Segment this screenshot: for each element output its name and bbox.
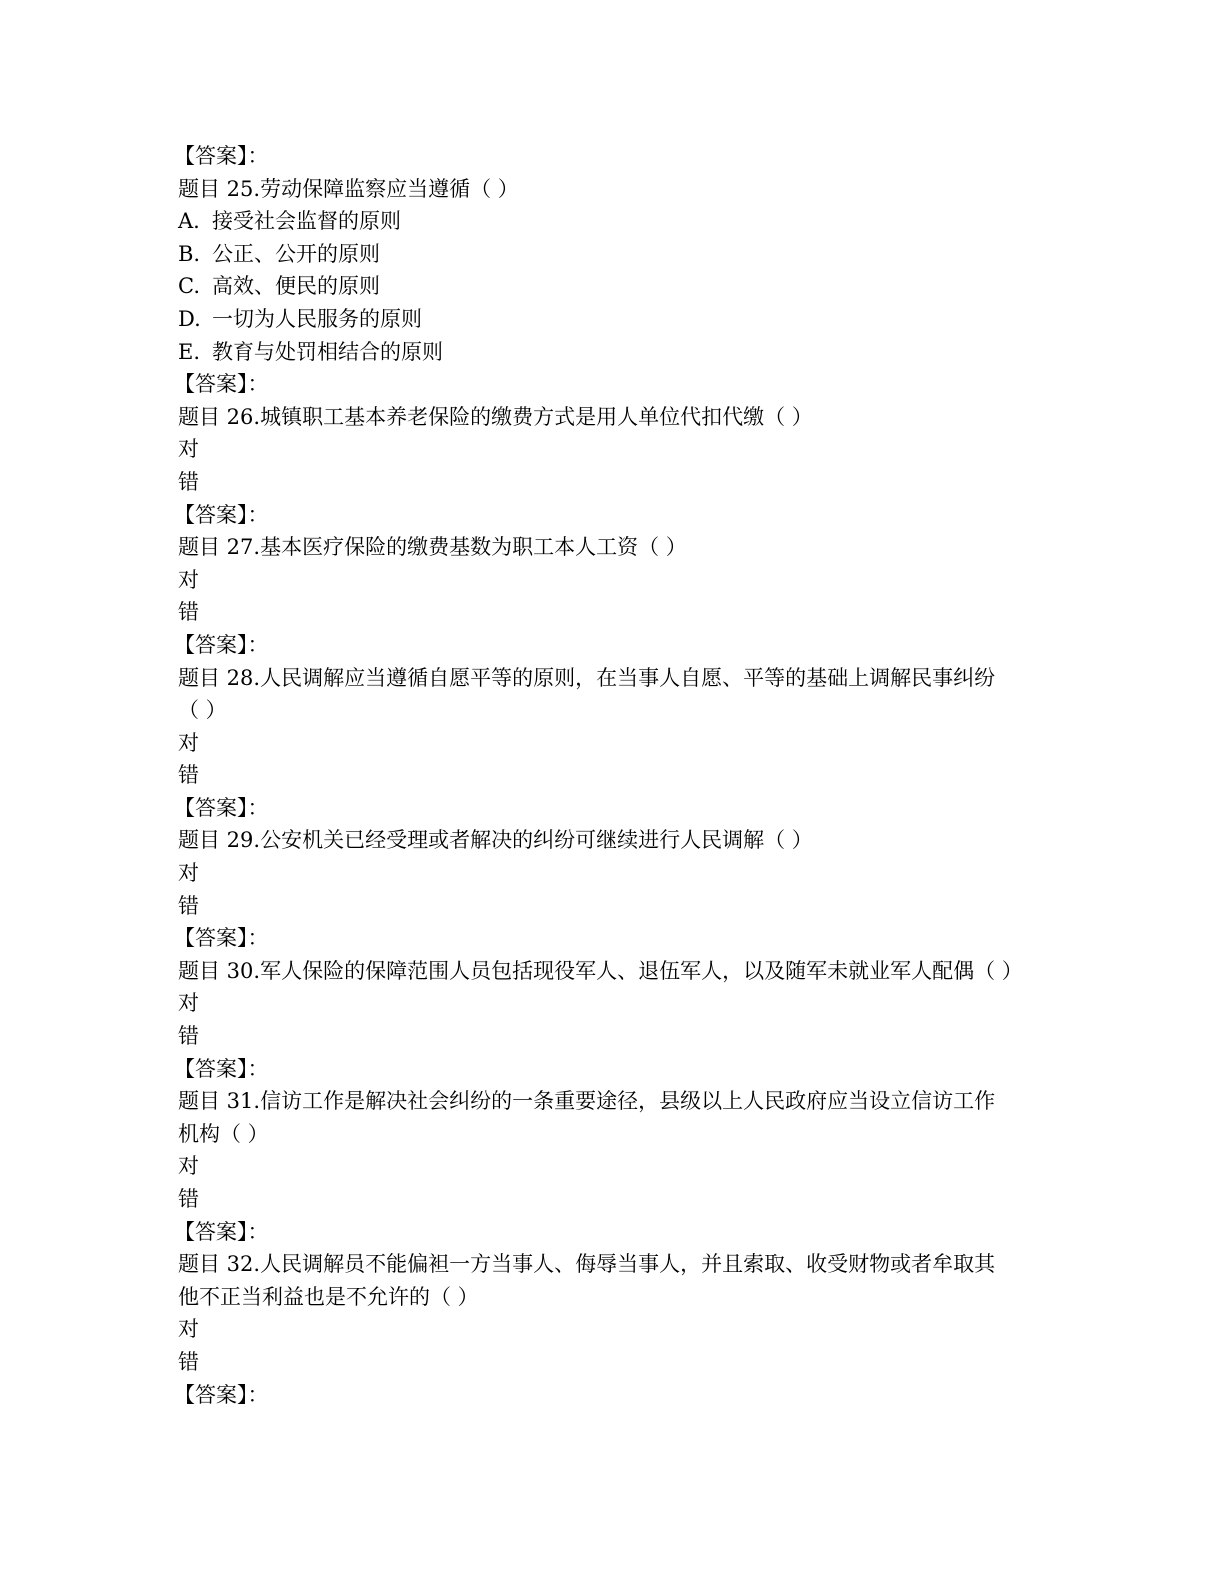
option-true: 对 <box>178 861 199 886</box>
option-true: 对 <box>178 1317 199 1342</box>
option-text: 接受社会监督的原则 <box>212 209 401 234</box>
option-text: 公正、公开的原则 <box>212 241 380 266</box>
option-true: 对 <box>178 1154 199 1179</box>
option-false: 错 <box>178 1349 199 1374</box>
option-d <box>178 303 1058 336</box>
option-false: 错 <box>178 600 199 625</box>
question-title: 题目 31.信访工作是解决社会纠纷的一条重要途径，县级以上人民政府应当设立信访工作 <box>178 1089 996 1114</box>
answer-label: 【答案】： <box>174 372 269 397</box>
option-letter: E. <box>178 339 201 364</box>
option-letter: D. <box>178 306 201 331</box>
option-false: 错 <box>178 469 199 494</box>
answer-label: 【答案】： <box>174 926 269 951</box>
option-letter: C. <box>178 274 200 299</box>
option-e <box>178 336 1058 369</box>
answer-label: 【答案】： <box>174 1219 269 1244</box>
question-title-continued: （ ） <box>178 698 227 723</box>
answer-label: 【答案】： <box>174 1382 269 1407</box>
answer-label: 【答案】： <box>174 795 269 820</box>
question-title-continued: 机构（ ） <box>178 1121 269 1146</box>
option-true: 对 <box>178 437 199 462</box>
option-true: 对 <box>178 730 199 755</box>
option-false: 错 <box>178 1187 199 1211</box>
answer-label: 【答案】： <box>174 502 269 527</box>
question-title: 题目 29.公安机关已经受理或者解决的纠纷可继续进行人民调解（ ） <box>178 828 813 853</box>
option-text: 一切为人民服务的原则 <box>212 306 422 331</box>
option-true: 对 <box>178 567 199 592</box>
answer-label: 【答案】： <box>174 1056 269 1081</box>
question-title: 题目 28.人民调解应当遵循自愿平等的原则，在当事人自愿、平等的基础上调解民事纠纷 <box>178 665 996 690</box>
option-true: 对 <box>178 991 199 1016</box>
option-text: 教育与处罚相结合的原则 <box>212 339 443 364</box>
question-title: 题目 25.劳动保障监察应当遵循（ ） <box>178 176 519 201</box>
option-letter: A. <box>178 209 200 234</box>
answer-label: 【答案】： <box>174 632 269 657</box>
option-b <box>178 238 1058 271</box>
question-title: 题目 27.基本医疗保险的缴费基数为职工本人工资（ ） <box>178 535 687 560</box>
question-title: 题目 32.人民调解员不能偏袒一方当事人、侮辱当事人，并且索取、收受财物或者牟取其 <box>178 1252 996 1277</box>
answer-label: 【答案】： <box>174 144 269 168</box>
option-text: 高效、便民的原则 <box>212 274 380 299</box>
option-a <box>178 205 1058 238</box>
option-letter: B. <box>178 241 201 266</box>
document-page <box>174 140 1058 1411</box>
question-title: 题目 26.城镇职工基本养老保险的缴费方式是用人单位代扣代缴（ ） <box>178 404 813 429</box>
option-false: 错 <box>178 1024 199 1049</box>
option-false: 错 <box>178 763 199 788</box>
option-false: 错 <box>178 893 199 918</box>
option-c <box>178 270 1058 303</box>
question-title-continued: 他不正当利益也是不允许的（ ） <box>178 1284 479 1309</box>
question-title: 题目 30.军人保险的保障范围人员包括现役军人、退伍军人，以及随军未就业军人配偶（ ） <box>178 958 1023 983</box>
